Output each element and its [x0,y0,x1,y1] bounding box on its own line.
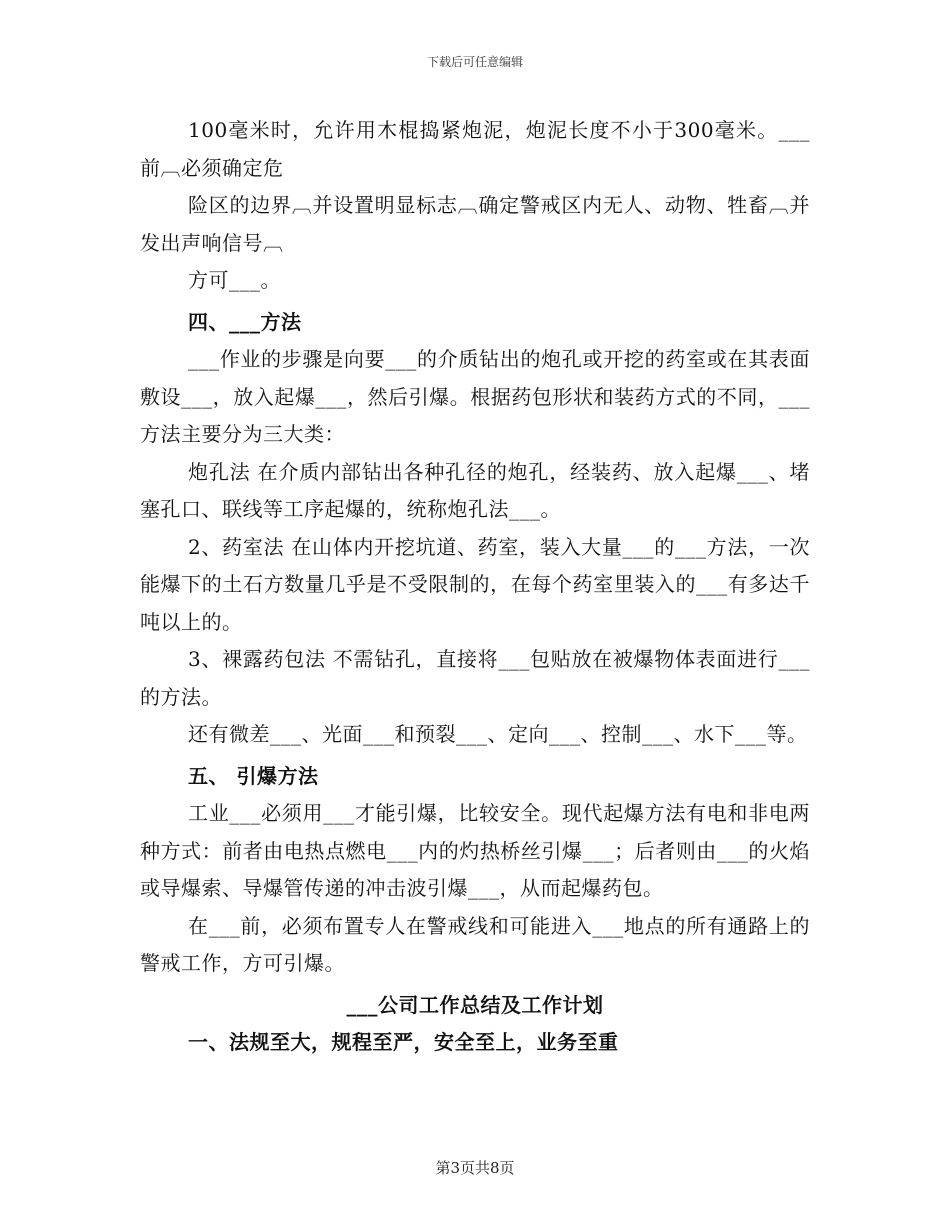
download-note: 下载后可任意编辑 [426,55,523,69]
paragraph-guarding: 在___前，必须布置专人在警戒线和可能进入___地点的所有通路上的警戒工作，方可引爆。 [140,913,810,975]
section-heading-detonation: 五、 引爆方法 [188,763,319,788]
paragraph-detonation-methods: 工业___必须用___才能引爆，比较安全。现代起爆方法有电和非电两种方式：前者由电热点燃电___内的灼热桥丝引爆___；后者则由___的火焰或导爆索、导爆管传递的冲击波引爆___，从而起爆药包。 [140,801,810,900]
document-body [140,112,810,1062]
paragraph-chamber-method: 2、药室法 在山体内开挖坑道、药室，装入大量___的___方法，一次能爆下的土石方数量几乎是不受限制的，在每个药室里装入的___有多达千吨以上的。 [140,534,810,634]
paragraph-then: 方可___。 [188,268,281,292]
paragraph-borehole-method: 炮孔法 在介质内部钻出各种孔径的炮孔，经装药、放入起爆___、堵塞孔口、联线等工序起爆的，统称炮孔法___。 [140,459,810,521]
paragraph-danger-zone: 险区的边界︹并设置明显标志︹确定警戒区内无人、动物、牲畜︹并发出声响信号︹ [140,193,810,255]
paragraph-other-methods: 还有微差___、光面___和预裂___、定向___、控制___、水下___等。 [188,722,808,746]
page-number: 第3页共8页 [435,1159,515,1177]
section-heading-methods: 四、___方法 [188,309,302,334]
paragraph-stemming: 100毫米时，允许用木棍捣紧炮泥，炮泥长度不小于300毫米。___前︹必须确定危 [140,118,810,180]
paragraph-exposed-charge-method: 3、裸露药包法 不需钻孔，直接将___包贴放在被爆物体表面进行___的方法。 [140,647,810,709]
document-title: ___公司工作总结及工作计划 [346,992,604,1017]
paragraph-methods-intro: ___作业的步骤是向要___的介质钻出的炮孔或开挖的药室或在其表面敷设___，放入起爆___，然后引爆。根据药包形状和装药方式的不同，___方法主要分为三大类： [140,347,810,446]
section-heading-regulations: 一、法规至大，规程至严，安全至上，业务至重 [188,1030,619,1054]
